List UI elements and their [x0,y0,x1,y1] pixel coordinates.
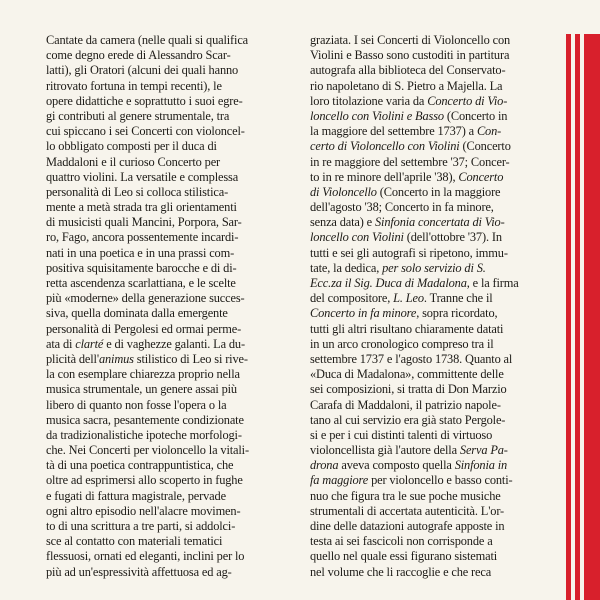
text-segment: ro, Fago, ancora possentemente incardi- [46,230,239,245]
text-segment: musica sacra, pesantemente condizionate [46,412,244,427]
text-segment: gi contributi al genere strumentale, tra [46,108,230,123]
text-segment: to in re minore dell'aprile '38), [310,169,459,184]
italic-text-segment: L. Leo [393,291,424,306]
text-segment: settembre 1737 e l'agosto 1738. Quanto al [310,351,513,366]
text-line [310,246,558,261]
text-line [46,139,299,154]
text-line [46,261,299,276]
text-segment: e fugati di fattura magistrale, pervade [46,488,226,503]
text-segment: retta ascendenza scarlattiana, e le scelte [46,276,236,290]
text-line [310,94,558,109]
text-segment: oltre ad esprimersi allo scoperto in fughe [46,473,243,488]
text-line [46,230,299,245]
text-line [310,519,558,534]
italic-text-segment: Sinfonia concertata di Vio- [374,215,505,230]
text-line [310,155,558,170]
italic-text-segment: animus [98,351,134,366]
text-line [310,276,558,291]
text-segment: (Concerto [459,139,511,154]
text-segment: opere didattiche e soprattutto i suoi egre- [46,93,243,108]
text-segment: personalità di Pergolesi ed ormai perme- [46,321,242,336]
text-line [310,124,558,139]
text-line [46,398,299,413]
text-segment: , sopra ricordato, [416,306,498,321]
text-line [310,306,558,321]
text-line [310,139,558,154]
text-segment: ogni altro episodio nell'alacre movimen- [46,503,241,518]
text-segment: sce al contatto con materiali tematici [46,534,223,549]
text-segment: più ad un'espressività affettuosa ed ag- [46,564,232,579]
red-stripe-thin-1 [566,34,571,600]
text-line [310,367,558,382]
text-segment: tate, la dedica, [310,260,383,275]
text-segment: positiva squisitamente barocche e di di- [46,260,237,275]
text-segment: personalità di Leo si colloca stilistica- [46,184,229,199]
text-segment: da tradizionalistiche ipoteche morfologi- [46,427,242,442]
text-segment: Violini e Basso sono custoditi in partitura [310,48,510,63]
text-column-right [310,33,558,580]
text-segment: e di vaghezze galanti. La du- [103,336,245,351]
text-line [310,322,558,337]
italic-text-segment: loncello con Violini [310,230,404,245]
text-segment: autografa alla biblioteca del Conservato- [310,63,506,78]
italic-text-segment: Concerto [458,169,504,184]
text-line [46,352,299,367]
text-line [46,200,299,215]
text-segment: tutti e sei gli autografi si ripetono, immu- [310,245,508,260]
text-segment: Cantate da camera (nelle quali si qualifica [46,33,249,47]
text-line [46,534,299,549]
text-line [46,185,299,200]
italic-text-segment: Ecc.za il Sig. Duca di Madalona [310,276,467,290]
text-line [310,63,558,78]
text-segment: dell'agosto '38; Concerto in fa minore, [310,200,494,215]
text-segment: ritrovato fortuna in tempi recenti), le [46,78,222,93]
text-line [46,246,299,261]
text-line [46,109,299,124]
text-line [310,428,558,443]
italic-text-segment: fa maggiore [310,473,369,488]
text-segment: violoncellista già l'autore della [310,443,460,458]
text-segment: nati in una poetica e in una prassi com- [46,245,235,260]
text-line [46,565,299,580]
text-line [46,489,299,504]
text-segment: tutti gli altri risultano chiaramente datati [310,321,504,336]
text-line [310,458,558,473]
text-line [46,458,299,473]
text-line [46,337,299,352]
text-segment: in un arco cronologico compreso tra il [310,336,494,351]
text-line [310,443,558,458]
red-stripe-wide [584,34,600,600]
text-line [46,306,299,321]
text-line [310,170,558,185]
red-stripe-decoration [566,34,600,600]
text-segment: nel volume che li raccoglie e che reca [310,564,492,579]
text-line [310,534,558,549]
text-segment: strumentali di accertata autenticità. L'or- [310,503,505,518]
red-stripe-thin-2 [575,34,580,600]
text-line [310,109,558,124]
text-line [310,398,558,413]
text-line [310,291,558,306]
text-line [46,94,299,109]
text-line [310,382,558,397]
text-line [46,473,299,488]
text-segment: ata di [46,336,76,351]
text-segment: sei composizioni, si tratta di Don Marzio [310,382,507,397]
text-line [46,413,299,428]
italic-text-segment: Sinfonia in [454,458,508,473]
text-line [310,79,558,94]
text-segment: mente a metà strada tra gli orientamenti [46,200,237,215]
text-line [310,33,558,48]
text-segment: nuo che figura tra le sue poche musiche [310,488,501,503]
text-segment: flessuosi, ornati ed eleganti, inclini per lo [46,549,245,564]
text-segment: loro titolazione varia da [310,93,428,108]
text-segment: aveva composto quella [338,458,455,473]
text-line [46,33,299,48]
text-segment: in re maggiore del settembre '37; Concer- [310,154,510,169]
text-line [46,48,299,63]
text-line [310,48,558,63]
text-segment: la maggiore del settembre 1737) a [310,124,477,139]
text-line [310,261,558,276]
text-segment: lo obbligato composti per il duca di [46,139,217,154]
text-segment: . Tranne che il [423,291,493,306]
text-line [46,443,299,458]
text-segment: senza data) e [310,215,375,230]
text-segment: stilistico di Leo si rive- [133,351,248,366]
text-line [46,367,299,382]
text-line [310,337,558,352]
text-segment: (dell'ottobre '37). In [403,230,502,245]
italic-text-segment: Concerto di Vio- [427,93,508,108]
text-segment: tano al cui servizio era già stato Pergole- [310,412,506,427]
text-line [310,565,558,580]
text-line [46,63,299,78]
italic-text-segment: Concerto in fa minore [310,306,417,321]
text-segment: come degno erede di Alessandro Scar- [46,48,231,63]
text-segment: di musicisti quali Mancini, Porpora, Sar- [46,215,242,230]
text-line [310,489,558,504]
text-line [310,504,558,519]
text-line [310,473,558,488]
italic-text-segment: Serva Pa- [459,443,508,458]
text-line [46,79,299,94]
text-segment: la con esemplare chiarezza proprio nella [46,367,240,382]
text-segment: (Concerto in la maggiore [376,184,501,199]
text-line [310,185,558,200]
italic-text-segment: loncello con Violini e Basso [310,108,444,123]
text-line [46,215,299,230]
text-segment: graziata. I sei Concerti di Violoncello con [310,33,511,47]
italic-text-segment: drona [310,458,339,473]
text-segment: Maddaloni e il curioso Concerto per [46,154,221,169]
italic-text-segment: Con- [476,124,502,139]
italic-text-segment: certo di Violoncello con Violini [310,139,460,154]
text-line [46,124,299,139]
text-line [310,200,558,215]
text-segment: rio napoletano di S. Pietro a Majella. La [310,78,503,93]
text-line [310,230,558,245]
text-line [46,504,299,519]
text-segment: quello nel quale essi figurano sistemati [310,549,498,564]
text-line [46,428,299,443]
text-line [46,170,299,185]
text-line [46,276,299,291]
text-line [46,322,299,337]
text-line [310,352,558,367]
text-segment: del compositore, [310,291,394,306]
text-segment: (Concerto in [443,108,508,123]
text-line [310,215,558,230]
text-segment: musica strumentale, un genere assai più [46,382,237,397]
text-segment: «Duca di Madalona», committente delle [310,367,504,382]
text-segment: più «moderne» della generazione succes- [46,291,245,306]
text-line [46,291,299,306]
italic-text-segment: di Violoncello [310,184,377,199]
text-segment: che. Nei Concerti per violoncello la vitali- [46,443,249,458]
text-segment: plicità dell' [46,351,99,366]
text-line [310,549,558,564]
italic-text-segment: clarté [75,336,104,351]
text-segment: libero di quanto non fosse l'opera o la [46,397,227,412]
italic-text-segment: per solo servizio di S. [382,260,486,275]
text-segment: dine delle datazioni autografe apposte in [310,519,505,533]
text-segment: siva, quella dominata dalla emergente [46,306,228,321]
text-line [46,155,299,170]
text-line [46,549,299,564]
text-line [46,382,299,397]
text-segment: latti), gli Oratori (alcuni dei quali hanno [46,63,239,78]
text-segment: si e per i cui distinti talenti di virtuoso [310,427,493,442]
text-line [46,519,299,534]
text-segment: quattro violini. La versatile e complessa [46,169,239,184]
text-segment: tà di una poetica contrappuntistica, che [46,458,234,473]
text-segment: testa ai sei fascicoli non corrisponde a [310,534,493,549]
text-segment: , e la firma [466,276,519,290]
text-line [310,413,558,428]
text-segment: cui spiccano i sei Concerti con violoncel- [46,124,245,139]
text-segment: Carafa di Maddaloni, il patrizio napole- [310,397,501,412]
text-segment: per violoncello e basso conti- [368,473,513,488]
text-segment: to di una scrittura a tre parti, si addolci- [46,519,236,533]
text-column-left [46,33,299,580]
